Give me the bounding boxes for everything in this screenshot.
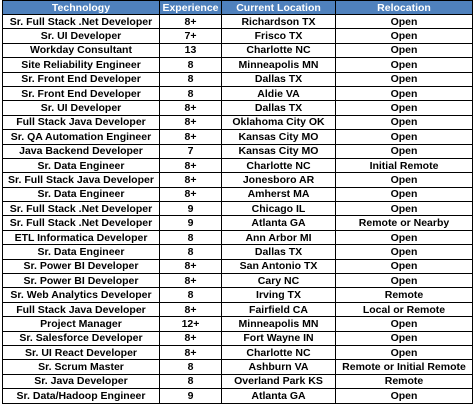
technology-cell: Sr. QA Automation Engineer <box>3 130 160 144</box>
experience-cell: 8+ <box>160 115 222 129</box>
technology-cell: Sr. Full Stack .Net Developer <box>3 216 160 230</box>
table-row <box>3 144 473 158</box>
relocation-cell: Open <box>336 230 473 244</box>
experience-cell: 9 <box>160 216 222 230</box>
technology-cell: Sr. Front End Developer <box>3 86 160 100</box>
table-row <box>3 101 473 115</box>
location-cell: Jonesboro AR <box>222 173 336 187</box>
relocation-cell: Remote <box>336 374 473 388</box>
location-cell: Dallas TX <box>222 245 336 259</box>
technology-cell: ETL Informatica Developer <box>3 230 160 244</box>
relocation-cell: Initial Remote <box>336 158 473 172</box>
table-row <box>3 115 473 129</box>
location-cell: Frisco TX <box>222 29 336 43</box>
technology-cell: Site Reliability Engineer <box>3 58 160 72</box>
location-cell: Dallas TX <box>222 72 336 86</box>
candidate-table-sheet <box>2 0 472 404</box>
technology-cell: Sr. Data Engineer <box>3 158 160 172</box>
relocation-cell: Open <box>336 331 473 345</box>
table-row <box>3 43 473 57</box>
header-relocation: Relocation <box>336 1 473 15</box>
experience-cell: 8+ <box>160 302 222 316</box>
header-technology: Technology <box>3 1 160 15</box>
table-row <box>3 72 473 86</box>
experience-cell: 8+ <box>160 345 222 359</box>
relocation-cell: Open <box>336 15 473 29</box>
location-cell: Charlotte NC <box>222 158 336 172</box>
location-cell: Dallas TX <box>222 101 336 115</box>
technology-cell: Sr. Power BI Developer <box>3 259 160 273</box>
table-row <box>3 288 473 302</box>
location-cell: Kansas City MO <box>222 130 336 144</box>
location-cell: Minneapolis MN <box>222 317 336 331</box>
technology-cell: Project Manager <box>3 317 160 331</box>
relocation-cell: Remote or Initial Remote <box>336 360 473 374</box>
location-cell: Cary NC <box>222 274 336 288</box>
table-row <box>3 130 473 144</box>
experience-cell: 8 <box>160 86 222 100</box>
technology-cell: Sr. Scrum Master <box>3 360 160 374</box>
location-cell: Kansas City MO <box>222 144 336 158</box>
relocation-cell: Remote <box>336 288 473 302</box>
table-row <box>3 216 473 230</box>
table-row <box>3 360 473 374</box>
table-row <box>3 158 473 172</box>
experience-cell: 8+ <box>160 331 222 345</box>
relocation-cell: Open <box>336 187 473 201</box>
experience-cell: 7+ <box>160 29 222 43</box>
location-cell: Ashburn VA <box>222 360 336 374</box>
relocation-cell: Open <box>336 259 473 273</box>
table-body <box>3 15 473 404</box>
table-row <box>3 302 473 316</box>
relocation-cell: Open <box>336 389 473 403</box>
location-cell: Oklahoma City OK <box>222 115 336 129</box>
location-cell: Richardson TX <box>222 15 336 29</box>
location-cell: Fort Wayne IN <box>222 331 336 345</box>
relocation-cell: Open <box>336 130 473 144</box>
technology-cell: Sr. Web Analytics Developer <box>3 288 160 302</box>
technology-cell: Java Backend Developer <box>3 144 160 158</box>
table-row <box>3 29 473 43</box>
location-cell: Charlotte NC <box>222 345 336 359</box>
experience-cell: 13 <box>160 43 222 57</box>
technology-cell: Workday Consultant <box>3 43 160 57</box>
table-row <box>3 173 473 187</box>
table-row <box>3 245 473 259</box>
table-row <box>3 345 473 359</box>
header-row <box>3 1 473 15</box>
experience-cell: 8+ <box>160 158 222 172</box>
experience-cell: 7 <box>160 144 222 158</box>
experience-cell: 12+ <box>160 317 222 331</box>
experience-cell: 8+ <box>160 15 222 29</box>
technology-cell: Sr. Full Stack .Net Developer <box>3 15 160 29</box>
relocation-cell: Open <box>336 29 473 43</box>
technology-cell: Sr. UI React Developer <box>3 345 160 359</box>
location-cell: Fairfield CA <box>222 302 336 316</box>
technology-cell: Sr. Front End Developer <box>3 72 160 86</box>
location-cell: Irving TX <box>222 288 336 302</box>
technology-cell: Sr. Data Engineer <box>3 245 160 259</box>
table-row <box>3 374 473 388</box>
experience-cell: 8+ <box>160 259 222 273</box>
relocation-cell: Open <box>336 274 473 288</box>
table-row <box>3 202 473 216</box>
table-row <box>3 331 473 345</box>
relocation-cell: Open <box>336 101 473 115</box>
experience-cell: 9 <box>160 389 222 403</box>
relocation-cell: Open <box>336 144 473 158</box>
relocation-cell: Open <box>336 173 473 187</box>
technology-cell: Sr. UI Developer <box>3 101 160 115</box>
location-cell: Minneapolis MN <box>222 58 336 72</box>
experience-cell: 8+ <box>160 130 222 144</box>
location-cell: Chicago IL <box>222 202 336 216</box>
table-row <box>3 389 473 403</box>
table-row <box>3 187 473 201</box>
experience-cell: 8 <box>160 288 222 302</box>
experience-cell: 8+ <box>160 101 222 115</box>
technology-cell: Full Stack Java Developer <box>3 302 160 316</box>
relocation-cell: Open <box>336 202 473 216</box>
relocation-cell: Remote or Nearby <box>336 216 473 230</box>
technology-cell: Sr. Full Stack Java Developer <box>3 173 160 187</box>
experience-cell: 8 <box>160 360 222 374</box>
relocation-cell: Open <box>336 345 473 359</box>
location-cell: Ann Arbor MI <box>222 230 336 244</box>
relocation-cell: Open <box>336 43 473 57</box>
table-row <box>3 259 473 273</box>
table-row <box>3 86 473 100</box>
relocation-cell: Open <box>336 317 473 331</box>
location-cell: Aldie VA <box>222 86 336 100</box>
table-row <box>3 230 473 244</box>
location-cell: Charlotte NC <box>222 43 336 57</box>
technology-cell: Full Stack Java Developer <box>3 115 160 129</box>
experience-cell: 8+ <box>160 173 222 187</box>
candidate-table <box>2 0 473 404</box>
experience-cell: 9 <box>160 202 222 216</box>
header-current-location: Current Location <box>222 1 336 15</box>
relocation-cell: Open <box>336 72 473 86</box>
experience-cell: 8+ <box>160 187 222 201</box>
technology-cell: Sr. Data/Hadoop Engineer <box>3 389 160 403</box>
technology-cell: Sr. Java Developer <box>3 374 160 388</box>
table-row <box>3 274 473 288</box>
technology-cell: Sr. Full Stack .Net Developer <box>3 202 160 216</box>
location-cell: Overland Park KS <box>222 374 336 388</box>
experience-cell: 8 <box>160 230 222 244</box>
experience-cell: 8 <box>160 72 222 86</box>
experience-cell: 8 <box>160 245 222 259</box>
relocation-cell: Open <box>336 245 473 259</box>
table-row <box>3 58 473 72</box>
experience-cell: 8 <box>160 374 222 388</box>
experience-cell: 8 <box>160 58 222 72</box>
technology-cell: Sr. Salesforce Developer <box>3 331 160 345</box>
header-experience: Experience <box>160 1 222 15</box>
location-cell: Atlanta GA <box>222 389 336 403</box>
location-cell: San Antonio TX <box>222 259 336 273</box>
location-cell: Atlanta GA <box>222 216 336 230</box>
relocation-cell: Local or Remote <box>336 302 473 316</box>
experience-cell: 8+ <box>160 274 222 288</box>
relocation-cell: Open <box>336 115 473 129</box>
location-cell: Amherst MA <box>222 187 336 201</box>
table-row <box>3 317 473 331</box>
table-row <box>3 15 473 29</box>
technology-cell: Sr. Power BI Developer <box>3 274 160 288</box>
relocation-cell: Open <box>336 58 473 72</box>
relocation-cell: Open <box>336 86 473 100</box>
technology-cell: Sr. Data Engineer <box>3 187 160 201</box>
technology-cell: Sr. UI Developer <box>3 29 160 43</box>
